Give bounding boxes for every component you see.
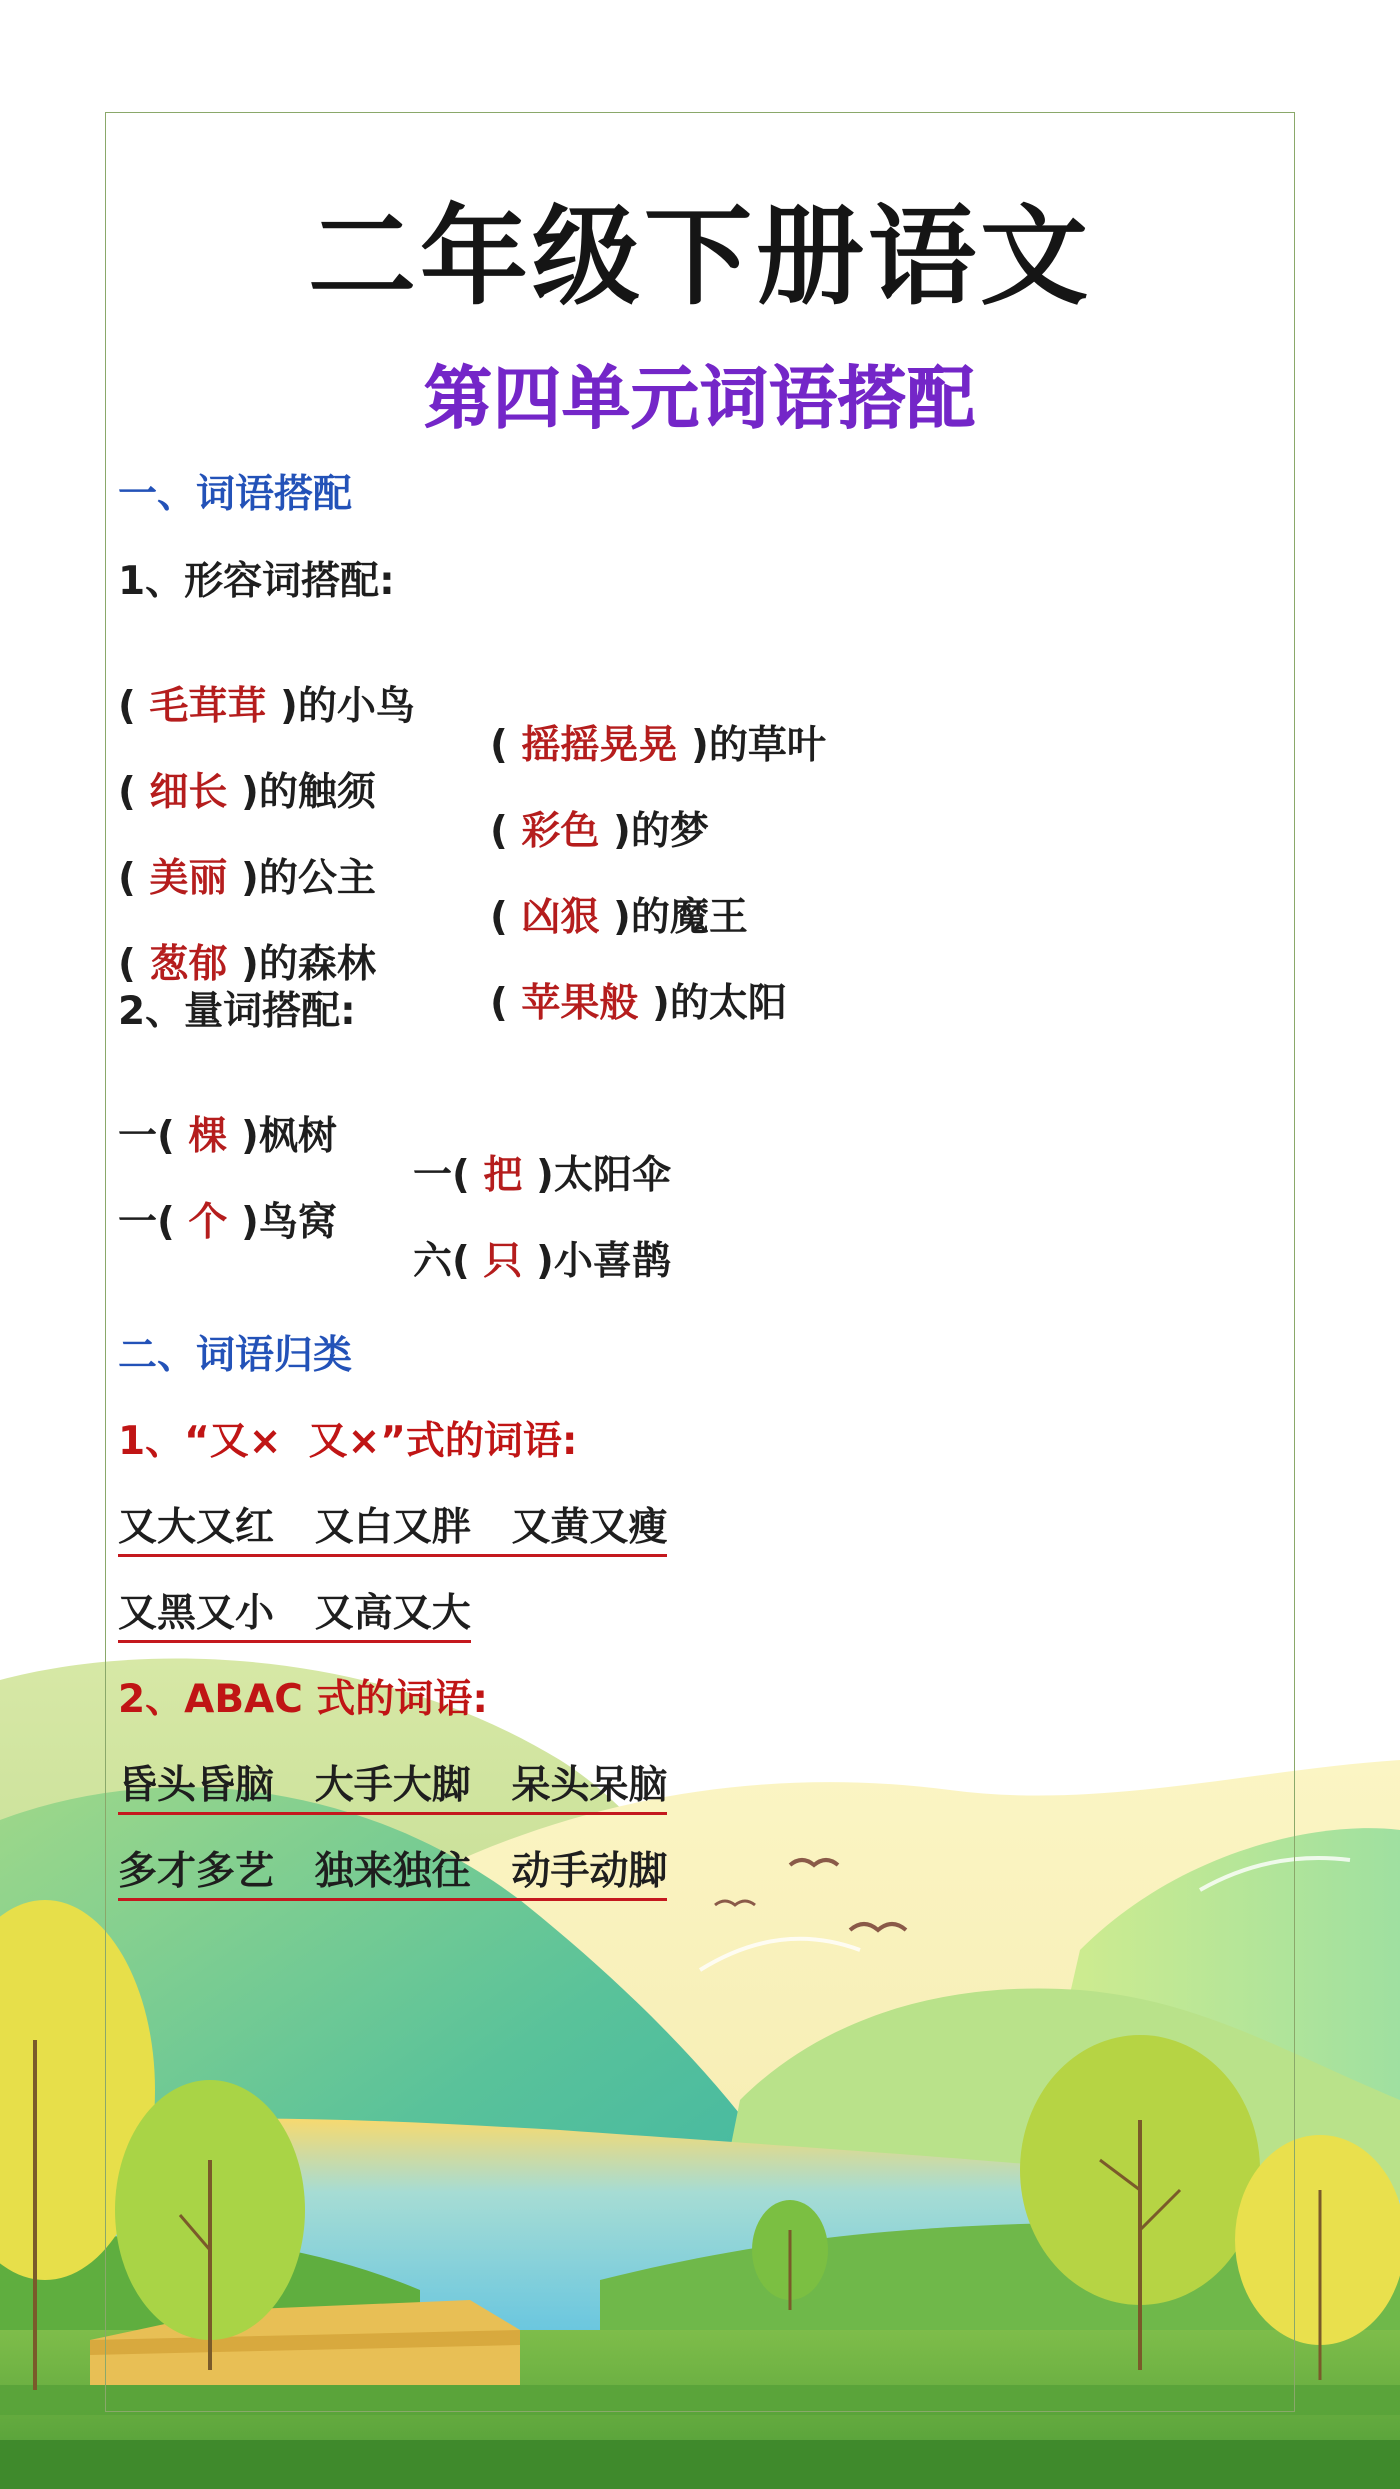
group1-line-2 <box>118 1591 471 1636</box>
noun: 的小鸟 <box>297 684 415 729</box>
group2-line-2 <box>118 1849 668 1894</box>
adj-row-1: ( 毛茸茸 )的小鸟 ( 摇摇晃晃 )的草叶 <box>118 684 826 768</box>
word-list: 多才多艺 独来独往 动手动脚 <box>118 1849 667 1901</box>
word-list: 又大又红 又白又胖 又黄又瘦 <box>118 1505 667 1557</box>
measure-row-1: 一( 棵 )枫树 一( 把 )太阳伞 <box>118 1114 671 1198</box>
prefix: 一 <box>118 1114 158 1159</box>
answer: 凶狠 <box>521 895 600 940</box>
noun: 小喜鹊 <box>553 1239 671 1284</box>
page-title: 二年级下册语文 <box>307 195 1092 320</box>
answer: 美丽 <box>149 856 228 901</box>
noun: 的森林 <box>258 942 376 987</box>
measure-heading: 2、量词搭配: <box>118 989 356 1034</box>
group2-heading: 2、ABAC 式的词语: <box>118 1677 489 1722</box>
prefix: 一 <box>118 1200 158 1245</box>
noun: 太阳伞 <box>553 1153 671 1198</box>
section2-heading: 二、词语归类 <box>118 1333 353 1378</box>
noun: 的梦 <box>630 809 709 854</box>
noun: 的太阳 <box>669 981 787 1026</box>
adj-row-3: ( 美丽 )的公主 ( 凶狠 )的魔王 <box>118 856 748 940</box>
group1-heading: 1、“又× 又×”式的词语: <box>118 1419 578 1464</box>
answer: 葱郁 <box>149 942 228 987</box>
answer: 毛茸茸 <box>149 684 267 729</box>
noun: 鸟窝 <box>258 1200 337 1245</box>
section1-heading: 一、词语搭配 <box>118 472 353 517</box>
noun: 枫树 <box>258 1114 337 1159</box>
page-border-frame <box>105 112 1295 2412</box>
prefix: 一 <box>413 1153 453 1198</box>
noun: 的魔王 <box>630 895 748 940</box>
noun: 的公主 <box>258 856 376 901</box>
noun: 的触须 <box>258 770 376 815</box>
adj-heading: 1、形容词搭配: <box>118 559 395 604</box>
noun: 的草叶 <box>708 723 826 768</box>
word-list: 昏头昏脑 大手大脚 呆头呆脑 <box>118 1763 667 1815</box>
answer: 摇摇晃晃 <box>521 723 678 768</box>
answer: 把 <box>483 1153 523 1198</box>
answer: 只 <box>483 1239 523 1284</box>
answer: 个 <box>188 1200 228 1245</box>
answer: 棵 <box>188 1114 228 1159</box>
answer: 彩色 <box>521 809 600 854</box>
word-list: 又黑又小 又高又大 <box>118 1591 471 1643</box>
adj-row-4: ( 葱郁 )的森林 ( 苹果般 )的太阳 <box>118 942 787 1026</box>
measure-row-2: 一( 个 )鸟窝 六( 只 )小喜鹊 <box>118 1200 671 1284</box>
group2-line-1 <box>118 1763 668 1808</box>
answer: 细长 <box>149 770 228 815</box>
page-subtitle: 第四单元词语搭配 <box>423 360 976 439</box>
group1-line-1 <box>118 1505 668 1550</box>
prefix: 六 <box>413 1239 453 1284</box>
answer: 苹果般 <box>521 981 639 1026</box>
adj-row-2: ( 细长 )的触须 ( 彩色 )的梦 <box>118 770 709 854</box>
